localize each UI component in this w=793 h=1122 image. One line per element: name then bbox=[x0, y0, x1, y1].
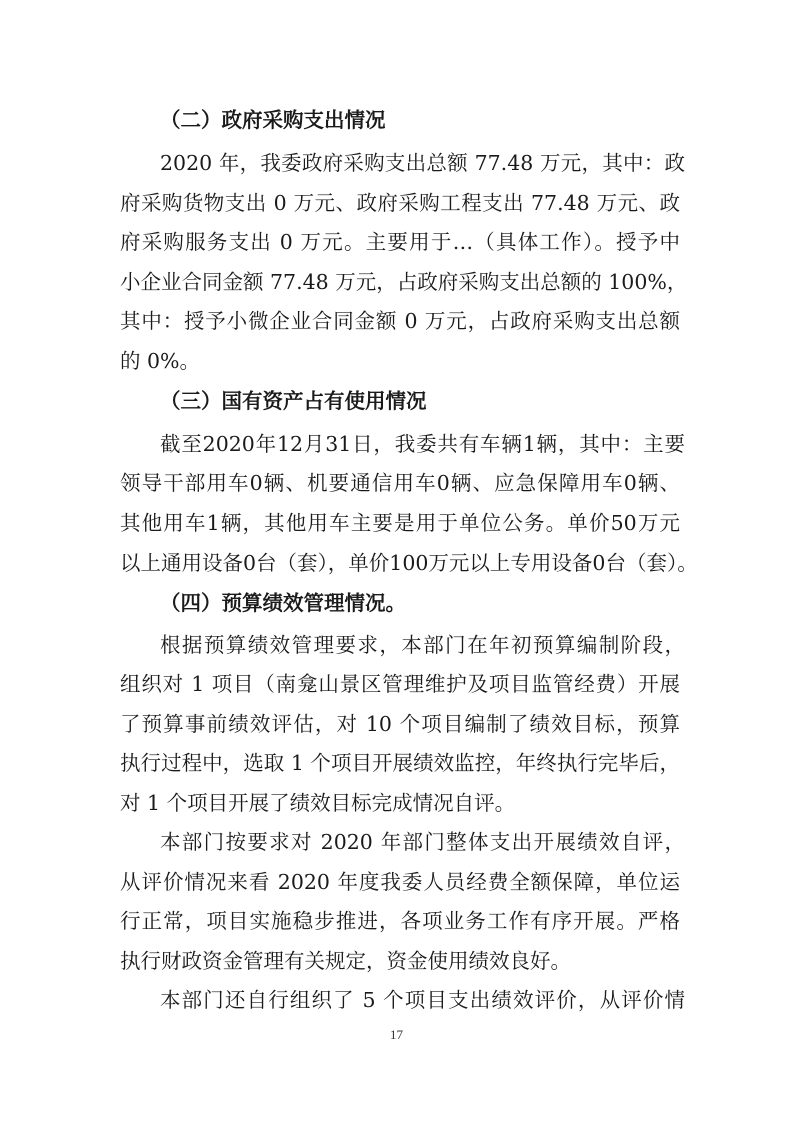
paragraph-line: 对 1 个项目开展了绩效目标完成情况自评。 bbox=[120, 791, 516, 815]
paragraph-line: 本部门还自行组织了 5 个项目支出绩效评价，从评价情 bbox=[160, 988, 685, 1012]
paragraph-line: 府采购服务支出 0 万元。主要用于…（具体工作）。授予中 bbox=[120, 230, 680, 254]
page-number: 17 bbox=[390, 1027, 403, 1042]
paragraph-line: 2020 年，我委政府采购支出总额 77.48 万元，其中：政 bbox=[160, 151, 685, 175]
paragraph-line: 从评价情况来看 2020 年度我委人员经费全额保障，单位运 bbox=[120, 870, 680, 894]
paragraph-line: 以上通用设备0台（套），单价100万元以上专用设备0台（套）。 bbox=[120, 551, 698, 575]
paragraph-line: 执行过程中，选取 1 个项目开展绩效监控，年终执行完毕后， bbox=[120, 751, 680, 775]
section-heading-procurement: （二）政府采购支出情况 bbox=[160, 108, 386, 132]
paragraph-line: 组织对 1 项目（南龛山景区管理维护及项目监管经费）开展 bbox=[120, 672, 680, 696]
paragraph-line: 根据预算绩效管理要求，本部门在年初预算编制阶段， bbox=[160, 633, 685, 657]
section-heading-assets: （三）国有资产占有使用情况 bbox=[160, 389, 427, 413]
paragraph-line: 了预算事前绩效评估，对 10 个项目编制了绩效目标，预算 bbox=[120, 712, 680, 736]
paragraph-line: 领导干部用车0辆、机要通信用车0辆、应急保障用车0辆、 bbox=[120, 471, 680, 495]
paragraph-line: 其他用车1辆，其他用车主要是用于单位公务。单价50万元 bbox=[120, 511, 680, 535]
paragraph-line: 的 0%。 bbox=[120, 349, 201, 373]
paragraph-line: 府采购货物支出 0 万元、政府采购工程支出 77.48 万元、政 bbox=[120, 191, 680, 215]
paragraph-line: 行正常，项目实施稳步推进，各项业务工作有序开展。严格 bbox=[120, 909, 680, 933]
section-heading-performance: （四）预算绩效管理情况。 bbox=[160, 591, 406, 615]
paragraph-line: 本部门按要求对 2020 年部门整体支出开展绩效自评， bbox=[160, 830, 685, 854]
paragraph-line: 执行财政资金管理有关规定，资金使用绩效良好。 bbox=[120, 949, 571, 973]
paragraph-line: 小企业合同金额 77.48 万元，占政府采购支出总额的 100%， bbox=[120, 270, 688, 294]
paragraph-line: 截至2020年12月31日，我委共有车辆1辆，其中：主要 bbox=[160, 432, 685, 456]
paragraph-line: 其中：授予小微企业合同金额 0 万元，占政府采购支出总额 bbox=[120, 309, 680, 333]
